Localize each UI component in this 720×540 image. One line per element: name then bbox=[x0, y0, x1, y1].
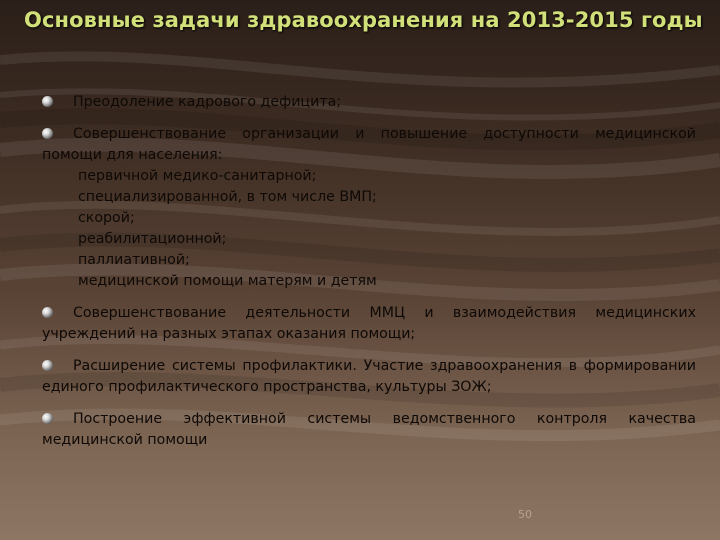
slide-content bbox=[42, 92, 696, 462]
bullet-icon bbox=[42, 128, 53, 139]
task-item-staffing bbox=[42, 92, 696, 113]
slide-title: Основные задачи здравоохранения на 2013-2015 годы bbox=[24, 8, 703, 32]
task-item-access bbox=[42, 124, 696, 292]
sub-item: медицинской помощи матерям и детям bbox=[78, 273, 377, 289]
task-text: Построение эффективной системы ведомственного контроля качества медицинской помощи bbox=[42, 411, 696, 448]
task-text: Расширение системы профилактики. Участие здравоохранения в формировании единого профилактического пространства, культуры ЗОЖ; bbox=[42, 358, 696, 395]
bullet-icon bbox=[42, 413, 53, 424]
task-item-mmc bbox=[42, 303, 696, 345]
bullet-icon bbox=[42, 307, 53, 318]
sub-item: паллиативной; bbox=[78, 252, 190, 268]
sub-item: скорой; bbox=[78, 210, 135, 226]
task-text: Преодоление кадрового дефицита; bbox=[73, 94, 342, 110]
task-item-prevention bbox=[42, 356, 696, 398]
task-item-quality bbox=[42, 409, 696, 451]
page-number: 50 bbox=[518, 508, 532, 521]
sub-item: реабилитационной; bbox=[78, 231, 227, 247]
task-text: Совершенствование организации и повышение доступности медицинской помощи для населения: bbox=[42, 126, 696, 163]
bullet-icon bbox=[42, 96, 53, 107]
task-text: Совершенствование деятельности ММЦ и взаимодействия медицинских учреждений на разных этапах оказания помощи; bbox=[42, 305, 696, 342]
sub-list bbox=[42, 166, 696, 292]
sub-item: первичной медико-санитарной; bbox=[78, 168, 317, 184]
bullet-icon bbox=[42, 360, 53, 371]
sub-item: специализированной, в том числе ВМП; bbox=[78, 189, 377, 205]
